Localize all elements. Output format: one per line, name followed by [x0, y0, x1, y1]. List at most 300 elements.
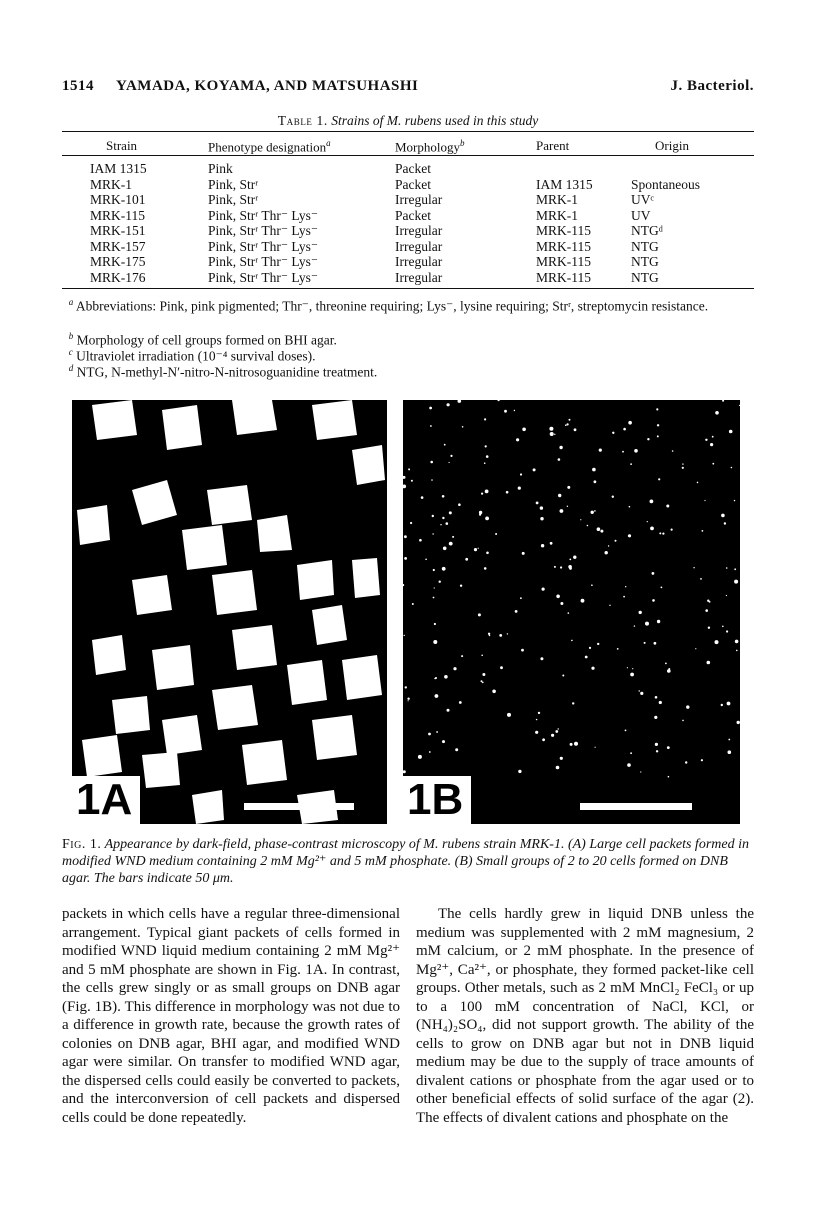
cell-dot — [737, 721, 740, 724]
cell-dot — [568, 612, 570, 614]
column-header-morphology: Morphology$^b$ — [395, 138, 465, 155]
table-cell: Pink, Strʳ — [208, 176, 259, 192]
cell-dot — [567, 506, 568, 507]
cell-dot — [462, 426, 464, 428]
cell-dot — [478, 613, 481, 616]
cell-dot — [514, 410, 515, 411]
cell-dot — [410, 522, 412, 524]
cell-dot — [682, 463, 683, 464]
running-header — [62, 78, 754, 100]
cell-dot — [710, 443, 713, 446]
cell-dot — [686, 705, 689, 708]
table-cell: MRK-1 — [90, 176, 133, 192]
cell-dot — [507, 713, 511, 717]
table-bottom-rule — [62, 288, 754, 289]
cell-dot — [724, 522, 726, 524]
cell-dot — [659, 701, 662, 704]
cell-dot — [489, 635, 491, 637]
table-cell: MRK-115 — [536, 254, 592, 269]
cell-dot — [541, 544, 544, 547]
cell-dot — [408, 468, 410, 470]
cell-dot — [609, 605, 610, 606]
table-cell: MRK-175 — [90, 254, 146, 269]
cell-dot — [549, 427, 553, 431]
cell-dot — [538, 712, 540, 714]
cell-dot — [597, 527, 601, 531]
cell-dot — [623, 428, 626, 431]
cell-dot — [605, 551, 608, 554]
table-title: Strains of M. rubens used in this study — [331, 113, 539, 128]
cell-dot — [659, 532, 661, 534]
table-cell: Irregular — [395, 238, 443, 254]
micrograph-panel-a — [72, 400, 387, 824]
cell-dot — [432, 515, 434, 517]
cell-dot — [412, 603, 414, 605]
table-cell: Pink, Strʳ Thr⁻ Lys⁻ — [208, 238, 318, 254]
cell-dot — [550, 432, 554, 436]
cell-dot — [495, 533, 497, 535]
cell-dot — [540, 506, 543, 509]
cell-dot — [567, 486, 570, 489]
cell-dot — [634, 625, 635, 626]
cell-dot — [650, 500, 654, 504]
scale-bar — [244, 803, 354, 810]
table-cell: MRK-115 — [536, 269, 592, 285]
cell-dot — [507, 633, 508, 634]
cell-dot — [411, 480, 413, 482]
table-footnote: $^b$ Morphology of cell groups formed on BHI agar. — [68, 331, 337, 348]
cell-dot — [704, 500, 705, 501]
table-cell: Packet — [395, 176, 431, 192]
cell-dot — [709, 601, 711, 603]
cell-dot — [657, 620, 660, 623]
table-cell: NTGᵈ — [631, 223, 663, 238]
cell-dot — [554, 434, 555, 435]
cell-dot — [452, 536, 454, 538]
cell-dot — [701, 759, 703, 761]
cell-dot — [632, 668, 633, 669]
cell-dot — [667, 669, 671, 673]
cell-dot — [533, 468, 536, 471]
cell-dot — [726, 595, 727, 596]
cell-dot — [442, 740, 445, 743]
cell-dot — [485, 445, 487, 447]
cell-dot — [640, 771, 641, 772]
table-footnote: $^d$ NTG, N-methyl-N′-nitro-N-nitrosoguanidine treatment. — [68, 363, 378, 380]
table-row — [62, 254, 754, 270]
cell-dot — [569, 567, 572, 570]
table-row — [62, 239, 754, 255]
table-cell: MRK-115 — [90, 207, 146, 223]
cell-dot — [554, 566, 556, 568]
cell-packets-image — [72, 400, 387, 824]
cell-dot — [481, 655, 483, 657]
cell-dot — [439, 581, 441, 583]
table-cell: Pink, Strʳ Thr⁻ Lys⁻ — [208, 207, 318, 223]
table-row — [62, 223, 754, 239]
table-cell: MRK-157 — [90, 238, 146, 254]
cell-dot — [504, 410, 507, 413]
cell-dot — [516, 438, 519, 441]
cell-dot — [708, 627, 710, 629]
table-top-rule — [62, 131, 754, 132]
table-cell: MRK-1 — [536, 207, 579, 223]
cell-dot — [629, 506, 631, 508]
cell-dot — [403, 770, 406, 773]
cell-dot — [521, 649, 524, 652]
cell-dot — [625, 730, 627, 732]
table-cell: Packet — [395, 161, 431, 176]
cell-dot — [536, 502, 539, 505]
cell-dot — [460, 585, 462, 587]
cell-dot — [444, 444, 446, 446]
cell-dot — [433, 640, 437, 644]
table-row — [62, 270, 754, 286]
cell-dot — [559, 446, 562, 449]
cell-dot — [449, 511, 452, 514]
cell-dot — [573, 556, 576, 559]
cell-dot — [707, 661, 711, 665]
cell-dot — [442, 517, 444, 519]
cell-dot — [435, 677, 437, 679]
cell-dot — [497, 400, 499, 401]
cell-dot — [465, 558, 468, 561]
table-cell: NTG — [631, 254, 659, 269]
cell-dot — [556, 766, 560, 770]
cell-dot — [627, 763, 631, 767]
table-cell: IAM 1315 — [90, 161, 147, 176]
cell-dot — [432, 533, 433, 534]
cell-dot — [444, 675, 448, 679]
table-cell: MRK-1 — [536, 192, 579, 207]
cell-dot — [721, 514, 725, 518]
cell-dot — [518, 770, 521, 773]
table-cell: Packet — [395, 207, 431, 223]
cell-dot — [736, 650, 738, 652]
cell-dot — [634, 449, 638, 453]
table-cell: Pink, Strʳ — [208, 192, 259, 207]
cell-dot — [666, 505, 669, 508]
cell-dot — [550, 542, 553, 545]
cell-dot — [492, 690, 496, 694]
cell-dot — [672, 450, 674, 452]
cell-dot — [654, 642, 657, 645]
table-cell: Pink, Strʳ Thr⁻ Lys⁻ — [208, 254, 318, 269]
table-label: Table 1. — [277, 113, 328, 128]
cell-dot — [640, 692, 643, 695]
cell-dot — [695, 648, 696, 649]
cell-dot — [429, 407, 432, 410]
cell-dot — [536, 719, 537, 720]
cell-dot — [608, 545, 609, 546]
cell-dot — [434, 623, 436, 625]
cell-dot — [715, 640, 719, 644]
cell-dot — [625, 586, 626, 587]
cell-dot — [433, 569, 435, 571]
cell-dot — [728, 750, 732, 754]
cell-dot — [458, 503, 461, 506]
cell-dot — [630, 752, 632, 754]
table-cell: MRK-115 — [536, 223, 592, 238]
cell-dot — [645, 622, 649, 626]
cell-dot — [657, 424, 659, 426]
table-cell: MRK-176 — [90, 269, 146, 285]
cell-dot — [712, 463, 714, 465]
cell-dot — [662, 533, 664, 535]
table-cell: UVᶜ — [631, 192, 654, 207]
cell-dot — [522, 552, 525, 555]
cell-dot — [434, 587, 435, 588]
table-cell: Pink — [208, 161, 233, 176]
cell-dot — [727, 702, 731, 706]
cell-dot — [565, 424, 567, 426]
cell-dot — [453, 667, 456, 670]
cell-dot — [623, 596, 625, 598]
cell-dot — [734, 568, 736, 570]
cell-dot — [481, 680, 483, 682]
body-column-right — [416, 905, 754, 1127]
cell-dot — [455, 748, 458, 751]
cell-dot — [484, 462, 486, 464]
cell-dot — [520, 473, 522, 475]
cell-dot — [671, 529, 673, 531]
table-cell: NTG — [631, 269, 659, 285]
table-cell: Irregular — [395, 192, 443, 207]
cell-dot — [668, 776, 670, 778]
cell-dot — [447, 403, 450, 406]
cell-dot — [436, 731, 438, 733]
table-row — [62, 161, 754, 177]
cell-dot — [458, 400, 462, 403]
cell-dot — [486, 455, 489, 458]
cell-dot — [592, 468, 596, 472]
table-footnote: $^a$ Abbreviations: Pink, pink pigmented; Thr⁻, threonine requiring; Lys⁻, lysine requiring; Strʳ, streptomycin resistance. — [68, 297, 709, 314]
cell-dot — [591, 584, 593, 586]
figure-label: Fig. 1. — [62, 837, 102, 852]
cell-dot — [702, 530, 704, 532]
table-caption — [0, 113, 816, 129]
cell-dot — [580, 519, 581, 520]
table-cell: Spontaneous — [631, 176, 700, 192]
cell-dot — [405, 686, 407, 688]
cell-dot — [729, 430, 733, 434]
cell-dot — [419, 539, 422, 542]
cell-dot — [520, 597, 522, 599]
cell-dot — [682, 720, 684, 722]
table-cell: Irregular — [395, 269, 443, 285]
cell-dot — [440, 524, 441, 525]
cell-dot — [639, 611, 642, 614]
column-header-strain: Strain — [106, 138, 138, 153]
cell-dot — [652, 599, 655, 602]
cell-dot — [644, 642, 646, 644]
cell-dot — [574, 428, 577, 431]
cell-dot — [726, 567, 728, 569]
cell-dot — [431, 479, 433, 481]
cell-dot — [485, 517, 489, 521]
cell-dot — [485, 490, 489, 494]
cell-dot — [461, 655, 463, 657]
cell-dot — [535, 731, 538, 734]
cell-dot — [407, 698, 409, 700]
panel-a-label: 1A — [72, 776, 140, 824]
cell-dot — [630, 673, 634, 677]
cell-dot — [726, 630, 728, 632]
table-cell: Irregular — [395, 223, 443, 238]
cell-dot — [562, 675, 564, 677]
cell-dot — [560, 566, 562, 568]
cell-dot — [728, 739, 730, 741]
cell-dot — [433, 597, 435, 599]
cell-dot — [628, 421, 632, 425]
cell-dot — [600, 530, 603, 533]
dispersed-cells-image — [403, 400, 740, 824]
cell-dot — [474, 548, 477, 551]
figure-caption-text: Appearance by dark-field, phase-contrast microscopy of M. rubens strain MRK-1. (A) Large cell packets formed in modified WND medium containing 2 mM Mg²⁺ and 5 mM phosphate. (B) Small groups of 2 to 20 cells formed on DNB agar. The bars indicate 50 μm. — [62, 837, 749, 886]
cell-dot — [734, 580, 738, 584]
cell-dot — [540, 517, 543, 520]
cell-dot — [506, 491, 509, 494]
cell-dot — [403, 485, 406, 489]
cell-dot — [542, 588, 545, 591]
cell-dot — [481, 493, 483, 495]
cell-dot — [591, 667, 594, 670]
column-header-phenotype: Phenotype designation$^a$ — [208, 138, 331, 155]
cell-dot — [715, 411, 719, 415]
table-cell: MRK-101 — [90, 192, 146, 207]
cell-dot — [574, 742, 578, 746]
table-header-rule — [62, 155, 754, 156]
cell-dot — [587, 525, 589, 527]
cell-dot — [430, 425, 432, 427]
cell-dot — [551, 734, 554, 737]
cell-dot — [685, 761, 687, 763]
cell-dot — [731, 467, 733, 469]
cell-dot — [652, 572, 655, 575]
cell-dot — [484, 418, 486, 420]
micrograph-panel-b — [403, 400, 740, 824]
cell-dot — [612, 496, 614, 498]
cell-dot — [572, 702, 574, 704]
cell-dot — [599, 449, 602, 452]
scale-bar — [580, 803, 692, 810]
cell-dot — [569, 559, 571, 561]
cell-dot — [585, 656, 588, 659]
table-row — [62, 192, 754, 208]
cell-dot — [734, 500, 735, 501]
cell-dot — [418, 755, 422, 759]
cell-dot — [617, 648, 619, 650]
cell-dot — [499, 634, 502, 637]
cell-dot — [515, 610, 518, 613]
table-cell: MRK-151 — [90, 223, 146, 238]
cell-dot — [705, 609, 708, 612]
table-cell: Pink, Strʳ Thr⁻ Lys⁻ — [208, 223, 318, 238]
cell-dot — [700, 578, 702, 580]
cell-dot — [735, 640, 739, 644]
cell-dot — [403, 584, 404, 586]
cell-dot — [657, 435, 659, 437]
cell-dot — [560, 509, 564, 513]
cell-dot — [667, 746, 670, 749]
cell-dot — [656, 750, 658, 752]
cell-dot — [450, 455, 452, 457]
table-row — [62, 208, 754, 224]
cell-dot — [567, 423, 569, 425]
cell-dot — [449, 462, 450, 463]
cell-dot — [403, 476, 406, 479]
cell-dot — [408, 700, 409, 701]
cell-dot — [665, 663, 667, 665]
cell-dot — [615, 540, 617, 542]
cell-dot — [594, 480, 597, 483]
cell-dot — [682, 467, 684, 469]
cell-dot — [558, 494, 561, 497]
cell-dot — [442, 495, 445, 498]
cell-dot — [558, 728, 559, 729]
cell-dot — [661, 587, 663, 589]
cell-dot — [482, 673, 485, 676]
cell-dot — [655, 743, 658, 746]
table-cell: MRK-115 — [536, 238, 592, 254]
cell-dot — [591, 511, 594, 514]
table-footnote: $^c$ Ultraviolet irradiation (10⁻⁴ survival doses). — [68, 347, 316, 364]
journal-name: J. Bacteriol. — [670, 78, 754, 94]
cell-dot — [628, 534, 631, 537]
cell-dot — [459, 701, 462, 704]
cell-dot — [650, 527, 654, 531]
body-column-left — [62, 905, 400, 1127]
cell-dot — [479, 514, 481, 516]
table-cell: NTG — [631, 238, 659, 254]
column-header-parent: Parent — [536, 138, 570, 153]
cell-dot — [647, 521, 648, 522]
cell-dot — [488, 633, 490, 635]
cell-dot — [484, 567, 487, 570]
cell-dot — [622, 451, 624, 453]
cell-dot — [647, 438, 649, 440]
cell-dot — [739, 405, 740, 406]
cell-dot — [542, 738, 545, 741]
table-cell: Pink, Strʳ Thr⁻ Lys⁻ — [208, 269, 318, 285]
cell-dot — [569, 419, 571, 421]
cell-dot — [581, 599, 585, 603]
table-cell: UV — [631, 207, 651, 223]
cell-dot — [486, 552, 489, 555]
cell-dot — [639, 690, 640, 691]
cell-dot — [446, 522, 449, 525]
cell-dot — [571, 640, 573, 642]
cell-dot — [555, 730, 558, 733]
cell-dot — [560, 757, 563, 760]
cell-dot — [428, 733, 431, 736]
cell-dot — [556, 595, 560, 599]
cell-dot — [705, 439, 707, 441]
cell-dot — [447, 709, 450, 712]
cell-dot — [522, 428, 526, 432]
cell-dot — [612, 432, 614, 434]
cell-dot — [404, 557, 407, 560]
cell-dot — [560, 602, 563, 605]
cell-dot — [558, 458, 561, 461]
cell-dot — [589, 647, 591, 649]
cell-dot — [429, 751, 431, 753]
cell-dot — [722, 400, 724, 402]
cell-dot — [540, 657, 543, 660]
cell-dot — [656, 408, 658, 410]
cell-dot — [404, 535, 407, 538]
cell-dot — [442, 567, 446, 571]
